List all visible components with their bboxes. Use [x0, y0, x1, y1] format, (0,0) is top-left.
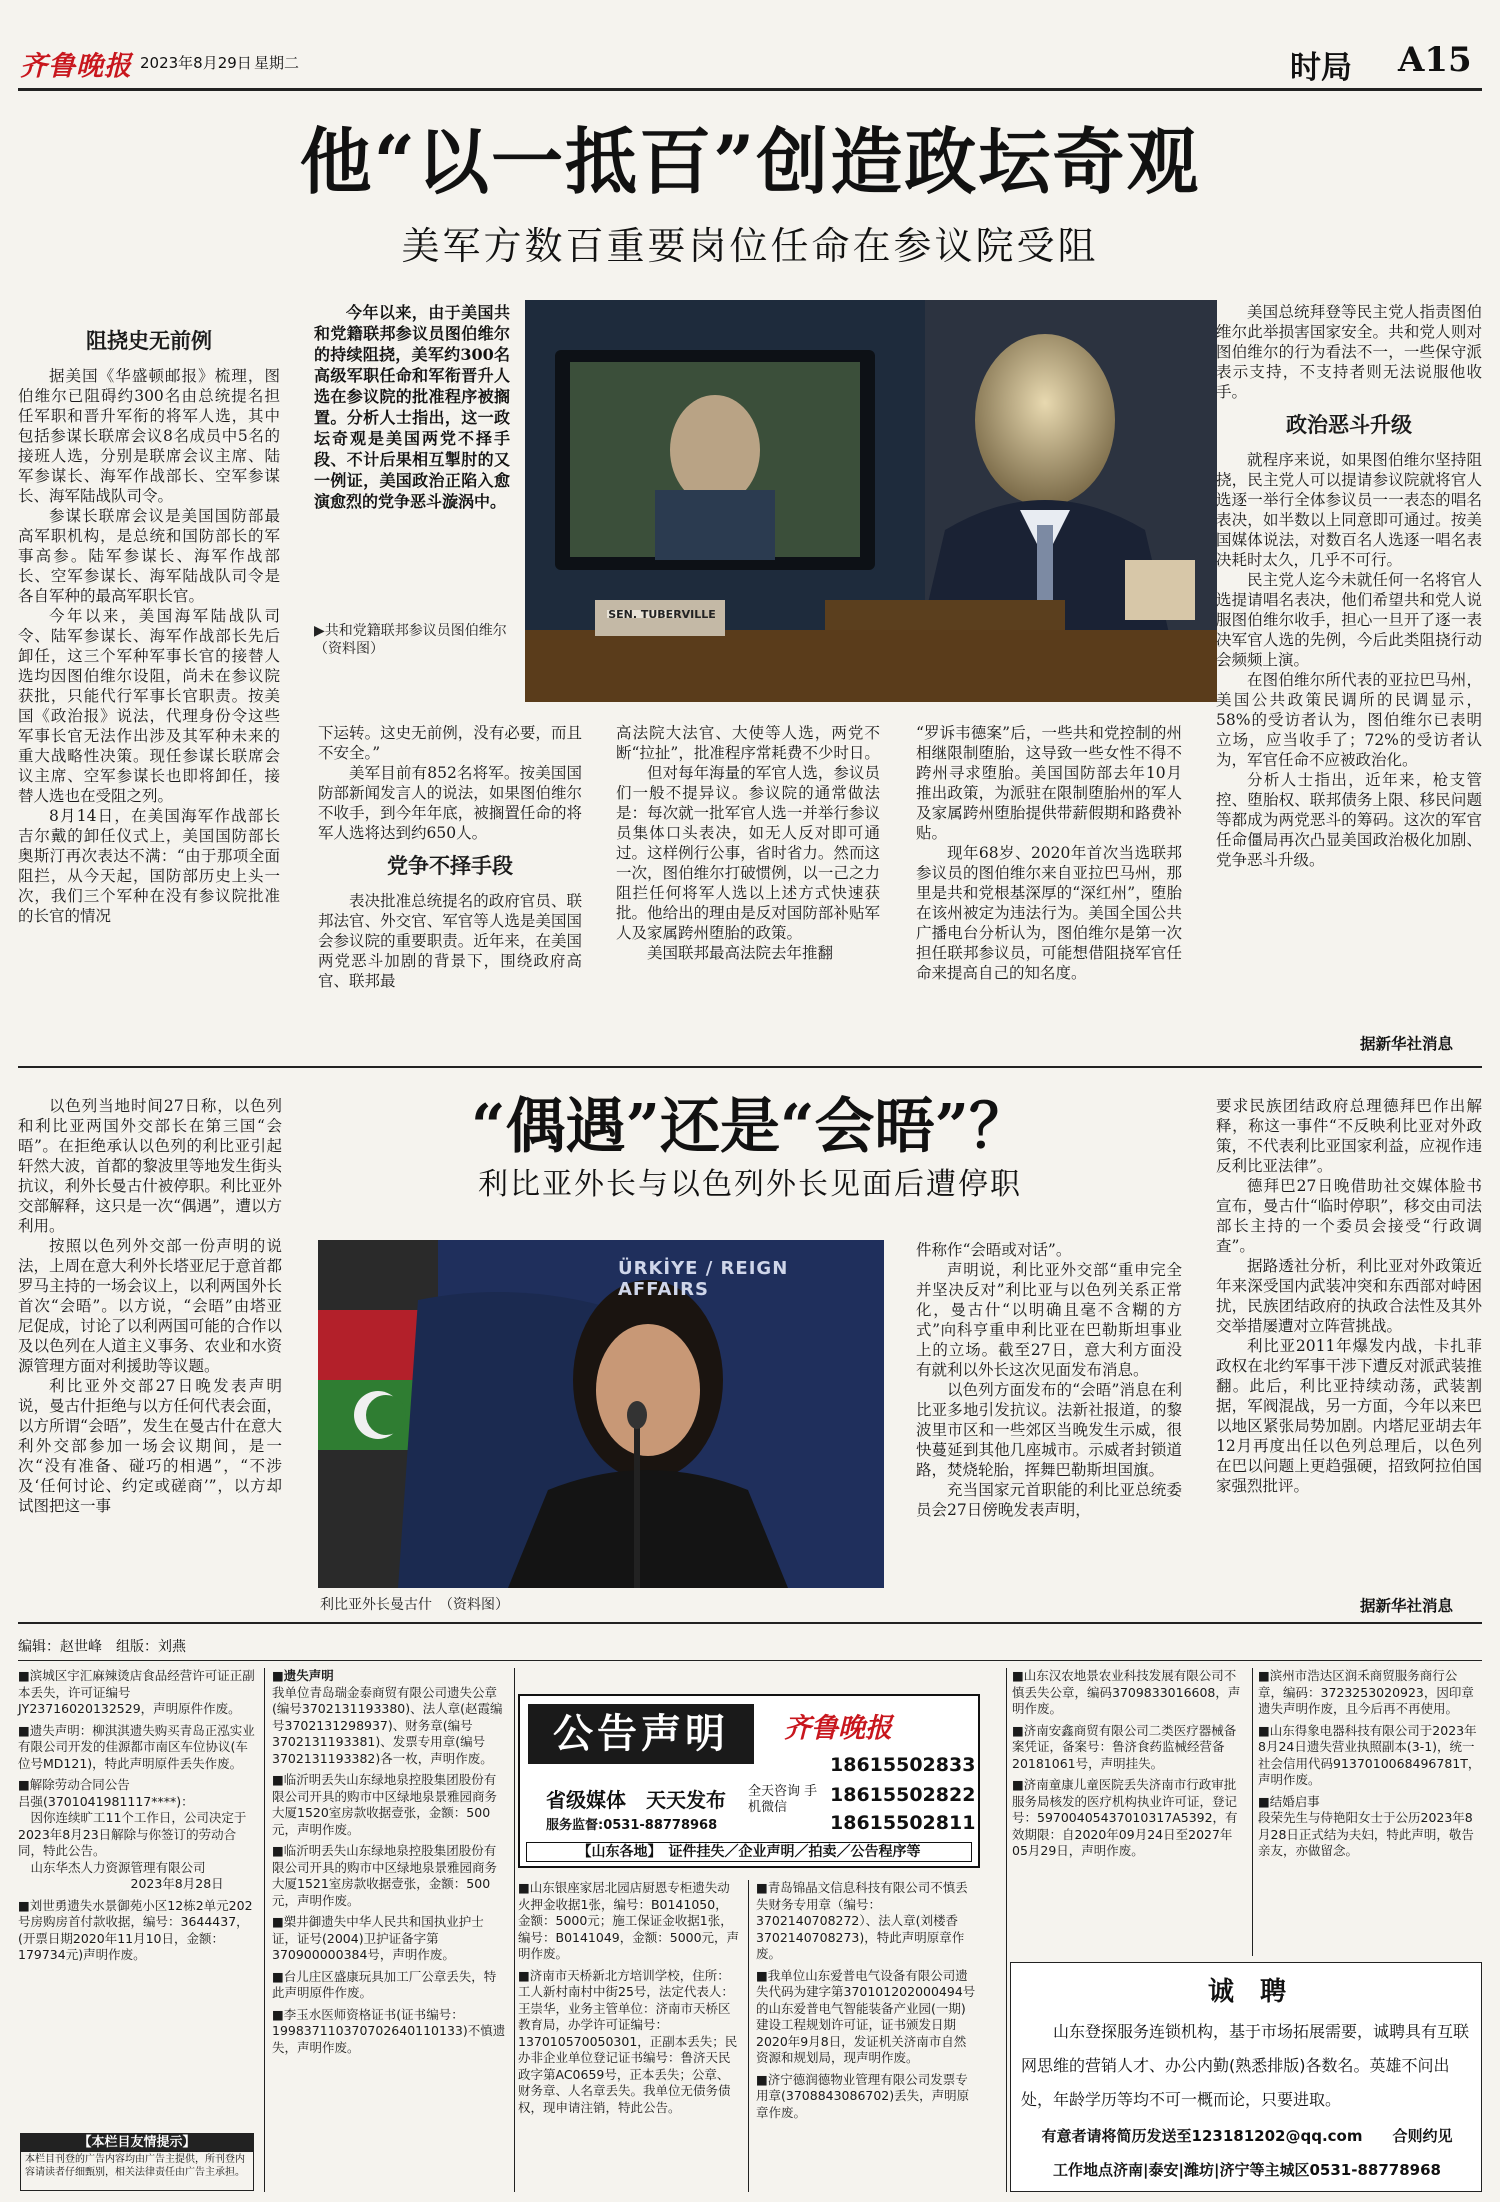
notice-item: ■临沂明丢失山东绿地泉控股集团股份有限公司开具的购市中区绿地泉景雅园商务大厦1520室房款收据壹张，金额：500元，声明作废。	[272, 1772, 498, 1837]
paragraph: 据美国《华盛顿邮报》梳理，图伯维尔已阻碍约300名由总统提名担任军职和晋升军衔的将军人选，其中包括参谋长联席会议8名成员中5名的接班人选，分别是联席会议主席、陆军参谋长、海军作战部长、空军参谋长、海军陆战队司令。	[18, 367, 280, 505]
paragraph: 要求民族团结政府总理德拜巴作出解释，称这一事件“不反映利比亚对外政策，不代表利比亚国家利益，应视作违反利比亚法律”。	[1216, 1097, 1482, 1175]
tip-box	[20, 2133, 254, 2191]
announcement-box	[518, 1694, 980, 1868]
notice-heading: ■遗失声明	[272, 1668, 334, 1683]
story1-column-2	[318, 723, 582, 1058]
notices-column-5	[1012, 1668, 1246, 1968]
senator-nameplate: SEN. TUBERVILLE	[608, 608, 716, 621]
recruitment-email: 有意者请将简历发送至123181202@qq.com 合则约见	[1041, 2127, 1453, 2145]
notice-item: ■济南市天桥新北方培训学校，住所：工人新村南村中街25号，法定代表人：王崇华，业务主管单位：济南市天桥区教育局，办学许可证编号：137010570050301，正副本丢失；民办非企业单位登记证书编号：鲁济天民政字第AC0659号，正本丢失；公章、财务章、人名章丢失。我单位无债务债权，现申请注销，特此公告。	[518, 1967, 738, 2115]
announcement-title: 公告声明	[528, 1704, 754, 1764]
tip-text: 本栏目刊登的广告内容均由广告主提供，所刊登内容请读者仔细甄别，相关法律责任由广告主承担。	[25, 2154, 245, 2178]
announcement-slogan: 省级媒体 天天发布	[546, 1788, 726, 1812]
notice-item: ■遗失声明：柳淇淇遗失购买青岛正泓实业有限公司开发的佳源都市南区车位协议(车位号MD121)，特此声明原件丢失作废。	[18, 1722, 255, 1771]
section-heading: 党争不择手段	[387, 853, 513, 878]
newspaper-logo: 齐鲁晚报	[20, 51, 132, 82]
recruitment-box	[1010, 1962, 1482, 2192]
photo-caption: 利比亚外长曼古什 （资料图）	[320, 1597, 509, 1613]
announcement-phone-1: 18615502833	[830, 1754, 976, 1776]
tuberville-photo	[525, 300, 1217, 702]
story2-column-2	[916, 1240, 1182, 1614]
section-name: 时局	[1290, 50, 1352, 86]
paragraph: 件称作“会晤或对话”。	[916, 1241, 1072, 1259]
announcement-phone-2: 18615502822	[830, 1784, 976, 1806]
paragraph: 利比亚2011年爆发内战，卡扎菲政权在北约军事干涉下遭反对派武装推翻。此后，利比亚持续动荡，武装割据，军阀混战，另一方面，今年以来巴以地区紧张局势加剧。内塔尼亚胡去年12月再度出任以色列总理后，以色列在巴以问题上更趋强硬，招致阿拉伯国家强烈批评。	[1216, 1337, 1482, 1495]
paragraph: 就程序来说，如果图伯维尔坚持阻挠，民主党人可以提请参议院就将官人选逐一举行全体参议员一一表态的唱名表决，如半数以上同意即可通过。按美国媒体说法，对数百名人选逐一唱名表决耗时太久，几乎不可行。	[1216, 451, 1482, 569]
announcement-logo: 齐鲁晚报	[784, 1713, 892, 1744]
notice-item: ■济南安鑫商贸有限公司二类医疗器械备案凭证，备案号：鲁济食药监械经营备20181061号，声明挂失。	[1012, 1722, 1237, 1771]
announcement-hotline-label: 全天咨询 手机微信	[748, 1784, 818, 1815]
notice-item: ■我单位山东爱普电气设备有限公司遗失代码为建字第370101202000494号的山东爱普电气智能装备产业园(一期)建设工程规划许可证，证书颁发日期2020年9月8日，发证机关济南市自然资源和规划局，现声明作废。	[756, 1967, 976, 2065]
notices-column-1	[18, 1668, 256, 2128]
notice-divider	[1252, 1668, 1253, 1956]
paragraph: 以色列方面发布的“会晤”消息在利比亚多地引发抗议。法新社报道，的黎波里市区和一些郊区当晚发生示威，很快蔓延到其他几座城市。示威者封锁道路，焚烧轮胎，挥舞巴勒斯坦国旗。	[916, 1381, 1182, 1479]
announcement-phone-3: 18615502811	[830, 1812, 976, 1834]
story1-lead: 今年以来，由于美国共和党籍联邦参议员图伯维尔的持续阻挠，美军约300名高级军职任命和军衔晋升人选在参议院的批准程序被搁置。分析人士指出，这一政坛奇观是美国两党不择手段、不计后果相互掣肘的又一例证，美国政治正陷入愈演愈烈的党争恶斗漩涡中。	[314, 303, 510, 511]
section-heading: 政治恶斗升级	[1286, 412, 1412, 437]
notice-item: ■台儿庄区盛康玩具加工厂公章丢失，特此声明原件作废。	[272, 1968, 497, 2000]
notice-item: ■济宁德润德物业管理有限公司发票专用章(370884308670​2)丢失，声明原章作废。	[756, 2071, 970, 2120]
photo-illustration	[525, 300, 1217, 702]
story2-column-1	[18, 1096, 282, 1614]
story2-subhead: 利比亚外长与以色列外长见面后遭停职	[478, 1167, 1022, 1202]
announcement-bar: 【山东各地】 证件挂失／企业声明／拍卖／公告程序等	[526, 1842, 972, 1862]
story1-column-5	[1216, 302, 1482, 1058]
notices-column-6	[1258, 1668, 1482, 1968]
notice-text: 我单位青岛瑞金泰商贸有限公司遗失公章(编号3702131193380)、法人章(赵霞编号3702131298937)、财务章(编号3702131193381)、发票专用章(编号3702131193382)各一枚，声明作废。	[272, 1684, 503, 1766]
notice-item: ■李玉水医师资格证书(证书编号：199837110370702640110133)不慎遗失，声明作废。	[272, 2006, 506, 2055]
notice-item: ■滨州市浩达区润禾商贸服务商行公章，编码：3723253020923，因印章遗失声明作废，且今后再不再使用。	[1258, 1668, 1474, 1716]
notice-divider	[748, 1880, 749, 2192]
notice-divider	[264, 1668, 265, 2192]
recruitment-address: 工作地点济南|泰安|潍坊|济宁等主城区0531-88778968	[1053, 2161, 1441, 2179]
recruitment-body: 山东登探服务连锁机构，基于市场拓展需要，诚聘具有互联网思维的营销人才、办公内勤(熟悉排版)各数名。英雄不问出处，年龄学历等均不可一概而论，只要进取。	[1021, 2022, 1470, 2109]
issue-weekday: 星期二	[254, 54, 300, 72]
story1-byline: 据新华社消息	[1356, 1032, 1453, 1054]
story2-byline: 据新华社消息	[1356, 1594, 1453, 1616]
backdrop-text: ÜRKİYE / REIGN AFFAIRS	[618, 1258, 789, 1300]
story-divider	[18, 1066, 1482, 1068]
paragraph: 但对每年海量的军官人选，参议员们一般不提异议。参议院的通常做法是：每次就一批军官人选一并举行参议员集体口头表决，如无人反对即可通过。这样例行公事，省时省力。然而这一次，图伯维尔打破惯例，以一己之力阻拦任何将军人选以上述方式快速获批。他给出的理由是反对国防部补贴军人及家属跨州堕胎的政策。	[616, 764, 880, 942]
paragraph: 据路透社分析，利比亚对外政策近年来深受国内武装冲突和东西部对峙困扰，民族团结政府的执政合法性及其外交举措屡遭对立阵营挑战。	[1216, 1257, 1482, 1335]
notice-divider	[1006, 1668, 1007, 2192]
paragraph: 表决批准总统提名的政府官员、联邦法官、外交官、军官等人选是美国国会参议院的重要职责。近年来，在美国两党恶斗加剧的背景下，围绕政府高官、联邦最	[318, 892, 582, 990]
notice-item: ■滨城区宇汇麻辣烫店食品经营许可证正副本丢失，许可证编号JY23716020132529，声明原件作废。	[18, 1668, 255, 1716]
notice-item: ■济南童康儿童医院丢失济南市行政审批服务局核发的医疗机构执业许可证，登记号：59700405437010317A5392，有效期限：自2020年09月24日至2027年05月29日，声明作废。	[1012, 1777, 1238, 1858]
story1-column-3	[616, 723, 880, 1058]
story1-column-1	[18, 318, 280, 1055]
paragraph: 德拜巴27日晚借助社交媒体脸书宣布，曼古什“临时停职”，移交由司法部长主持的一个委员会接受“行政调查”。	[1216, 1177, 1482, 1255]
mangoush-photo	[318, 1240, 884, 1588]
announcement-supervise: 服务监督:0531-88778968	[546, 1818, 718, 1833]
editors-rule-bottom	[18, 1660, 1482, 1661]
paragraph: 高法院大法官、大使等人选，两党不断“拉扯”，批准程序常耗费不少时日。	[616, 724, 880, 762]
editors-rule-top	[18, 1622, 1482, 1624]
notice-divider	[514, 1668, 515, 2192]
paragraph: 参谋长联席会议是美国国防部最高军职机构，是总统和国防部长的军事高参。陆军参谋长、海军作战部长、空军参谋长、海军陆战队司令是各自军种的最高军职长官。	[18, 507, 280, 605]
paragraph: 民主党人迄今未就任何一名将官人选提请唱名表决，他们希望共和党人说服图伯维尔收手，担心一旦开了逐一表决军官人选的先例，今后此类阻挠行动会频频上演。	[1216, 571, 1482, 669]
paragraph: 下运转。这史无前例，没有必要，而且不安全。”	[318, 724, 582, 762]
notice-item: ■山东银座家居北园店厨恩专柜遗失动火押金收据1张，编号：B0141050，金额：5000元；施工保证金收据1张，编号：B0141049，金额：5000元，声明作废。	[518, 1880, 740, 1961]
paragraph: 现年68岁、2020年首次当选联邦参议员的图伯维尔来自亚拉巴马州，那里是共和党根基深厚的“深红州”，堕胎在该州被定为违法行为。美国全国公共广播电台分析认为，图伯维尔是第一次担任联邦参议员，可能想借阻挠军官任命来提高自己的知名度。	[916, 844, 1182, 982]
paragraph: 今年以来，美国海军陆战队司令、陆军参谋长、海军作战部长先后卸任，这三个军种军事长官的接替人选均因图伯维尔设阻，尚未在参议院获批，只能代行军事长官职责。按美国《政治报》说法，代理身份令这些军事长官无法作出涉及其军种未来的重大战略性决策。现任参谋长联席会议主席、空军参谋长也即将卸任，接替人选也在受阻之列。	[18, 607, 280, 805]
paragraph: 利比亚外交部27日晚发表声明说，曼古什拒绝与以方任何代表会面，以方所谓“会晤”，发生在曼古什在意大利外交部参加一场会议期间，是一次“没有准备、碰巧的相遇”，“不涉及‘任何讨论、约定或磋商’”，以方却试图把这一事	[18, 1377, 282, 1515]
notice-item: ■结婚启事 段荣先生与侍艳阳女士于公历2023年8月28日正式结为夫妇，特此声明，敬告亲友，亦做留念。	[1258, 1793, 1474, 1858]
paragraph: 按照以色列外交部一份声明的说法，上周在意大利外长塔亚尼于意首都罗马主持的一场会议上，以利两国外长首次“会晤”。以方说，“会晤”由塔亚尼促成，讨论了以利两国可能的合作以及以色列在人道主义事务、农业和水资源管理方面对利援助等议题。	[18, 1237, 282, 1375]
story1-column-4	[916, 723, 1182, 1058]
notice-item: ■山东得象电器科技有限公司于2023年8月24日遗失营业执照副本(3-1)，统一社会信用代码913701006849​6781T，声明作废。	[1258, 1722, 1481, 1787]
paragraph: 美国联邦最高法院去年推翻	[647, 944, 834, 962]
notice-item: ■刘世勇遗失水景御苑小区12栋2单元202号房购房首付款收据，编号：3644437，(开票日期2020年11月10日，金额：179734元)声明作废。	[18, 1897, 253, 1962]
tip-title: 【本栏目友情提示】	[21, 2134, 253, 2152]
editors-credit: 编辑：赵世峰 组版：刘燕	[18, 1639, 186, 1655]
paragraph: 8月14日，在美国海军作战部长吉尔戴的卸任仪式上，美国国防部长奥斯汀再次表达不满：“由于那项全面阻拦，从今天起，国防部历史上头一次，我们三个军种在没有参议院批准的长官的情况	[18, 807, 280, 925]
paragraph: 在图伯维尔所代表的亚拉巴马州，美国公共政策民调所的民调显示，58%的受访者认为，图伯维尔已表明立场，应当收手了；72%的受访者认为，军官任命不应被政治化。	[1216, 671, 1482, 769]
notice-item: ■临沂明丢失山东绿地泉控股集团股份有限公司开具的购市中区绿地泉景雅园商务大厦1521室房款收据壹张，金额：500元，声明作废。	[272, 1843, 498, 1908]
notice-item: ■槊井御遗失中华人民共和国执业护士证，证号(2004)卫护证备字第370900000384号，声明作废。	[272, 1914, 484, 1962]
story2-headline: “偶遇”还是“会晤”？	[470, 1092, 1030, 1162]
issue-date: 2023年8月29日	[140, 54, 252, 72]
story1-subhead: 美军方数百重要岗位任命在参议院受阻	[401, 224, 1099, 268]
recruitment-title: 诚 聘	[1207, 1977, 1286, 2007]
page-number: A15	[1398, 40, 1472, 80]
paragraph: 美国总统拜登等民主党人指责图伯维尔此举损害国家安全。共和党人则对图伯维尔的行为看法不一，一些保守派表示支持，不支持者则无法说服他收手。	[1216, 303, 1482, 401]
masthead-rule	[18, 88, 1482, 91]
notice-item: ■青岛锦晶文信息科技有限公司不慎丢失财务专用章（编号：3702140708272）、法人章(刘楼香3702140708273)，特此声明原章作废。	[756, 1880, 968, 1961]
section-heading: 阻挠史无前例	[86, 328, 212, 353]
photo-caption: ▶共和党籍联邦参议员图伯维尔 （资料图）	[314, 623, 521, 657]
notices-column-2	[272, 1668, 508, 2192]
notices-column-3	[518, 1880, 740, 2192]
notice-item: ■解除劳动合同公告 吕强(3701041981117****)： 因你连续旷工11个工作日，公司决定于2023年8月23日解除与你签订的劳动合同，特此公告。 山东华杰人力资源管理有限公司 2023年8月28日	[18, 1777, 247, 1891]
masthead	[0, 0, 1500, 95]
paragraph: 美军目前有852名将军。按美国国防部新闻发言人的说法，如果图伯维尔不收手，到今年年底，被搁置任命的将军人选将达到约650人。	[318, 764, 582, 842]
story1-headline: 他“以一抵百”创造政坛奇观	[299, 119, 1201, 204]
notices-column-4	[756, 1880, 978, 2192]
paragraph: 声明说，利比亚外交部“重申完全并坚决反对”利比亚与以色列关系正常化，曼古什“以明确且毫不含糊的方式”向科亨重申利比亚在巴勒斯坦事业上的立场。截至27日，意大利方面没有就利以外长这次见面发布消息。	[916, 1261, 1182, 1379]
paragraph: 分析人士指出，近年来，枪支管控、堕胎权、联邦债务上限、移民问题等都成为两党恶斗的筹码。这次的军官任命僵局再次凸显美国政治极化加剧、党争恶斗升级。	[1216, 771, 1482, 869]
notice-item	[272, 1668, 508, 1767]
paragraph: 充当国家元首职能的利比亚总统委员会27日傍晚发表声明，	[916, 1481, 1182, 1519]
story2-column-3	[1216, 1096, 1482, 1614]
paragraph: 以色列当地时间27日称，以色列和利比亚两国外交部长在第三国“会晤”。在拒绝承认以色列的利比亚引起轩然大波，首都的黎波里等地发生街头抗议，利外长曼古什被停职。利比亚外交部解释，这只是一次“偶遇”，遭以方利用。	[18, 1097, 282, 1235]
notice-item: ■山东汉农地景农业科技发展有限公司不慎丢失公章，编码3709833016608，声明作废。	[1012, 1668, 1241, 1716]
paragraph: “罗诉韦德案”后，一些共和党控制的州相继限制堕胎，这导致一些女性不得不跨州寻求堕胎。美国国防部去年10月推出政策，为派驻在限制堕胎州的军人及家属跨州堕胎提供带薪假期和路费补贴。	[916, 724, 1182, 842]
